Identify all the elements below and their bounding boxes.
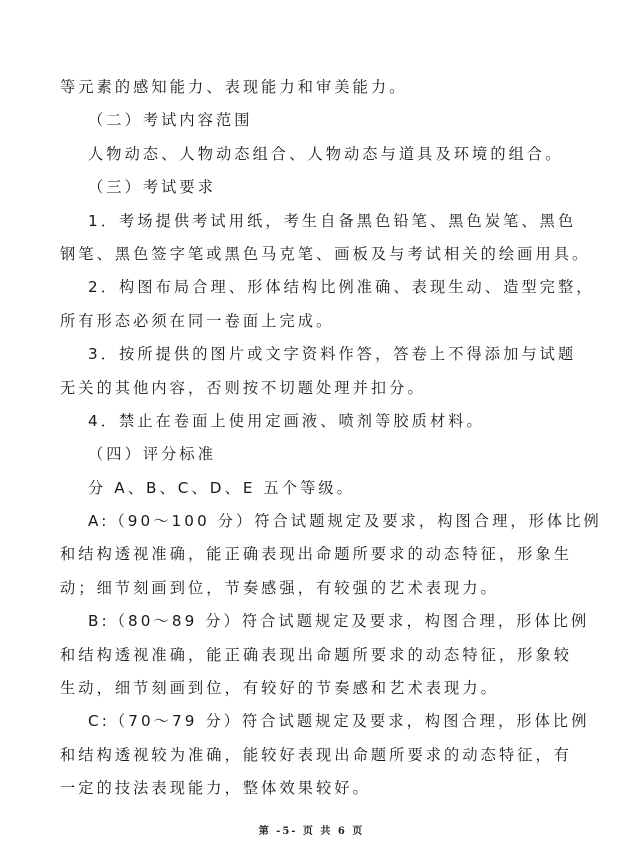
paragraph-line: 钢笔、黑色签字笔或黑色马克笔、画板及与考试相关的绘画用具。 (60, 244, 591, 263)
grade-c-line: C:（70～79 分）符合试题规定及要求，构图合理，形体比例 (88, 712, 590, 731)
paragraph-line: 和结构透视准确，能正确表现出命题所要求的动态特征，形象生 (60, 545, 573, 564)
document-body (60, 71, 602, 806)
paragraph-line: 动；细节刻画到位，节奏感强，有较强的艺术表现力。 (60, 578, 499, 597)
requirement-item-3: 3．按所提供的图片或文字资料作答，答卷上不得添加与试题 (88, 345, 577, 364)
page-footer: 第 -5- 页 共 6 页 (258, 826, 365, 837)
paragraph-line: 和结构透视准确，能正确表现出命题所要求的动态特征，形象较 (60, 645, 573, 664)
paragraph-line: 分 A、B、C、D、E 五个等级。 (88, 478, 355, 497)
grade-a-line: A:（90～100 分）符合试题规定及要求，构图合理，形体比例 (88, 512, 602, 531)
requirement-item-2: 2．构图布局合理、形体结构比例准确、表现生动、造型完整， (88, 278, 595, 297)
grade-b-line: B:（80～89 分）符合试题规定及要求，构图合理，形体比例 (88, 612, 590, 631)
paragraph-line: 无关的其他内容，否则按不切题处理并扣分。 (60, 378, 426, 397)
section-heading-content-scope: （二）考试内容范围 (88, 111, 253, 130)
requirement-item-4: 4．禁止在卷面上使用定画液、喷剂等胶质材料。 (88, 411, 485, 430)
paragraph-line: 和结构透视较为准确，能较好表现出命题所要求的动态特征，有 (60, 745, 573, 764)
requirement-item-1: 1．考场提供考试用纸，考生自备黑色铅笔、黑色炭笔、黑色 (88, 211, 577, 230)
section-heading-requirements: （三）考试要求 (88, 178, 217, 197)
paragraph-line: 人物动态、人物动态组合、人物动态与道具及环境的组合。 (88, 144, 564, 163)
section-heading-scoring: （四）评分标准 (88, 445, 217, 464)
paragraph-line: 一定的技法表现能力，整体效果较好。 (60, 779, 371, 798)
paragraph-line: 生动，细节刻画到位，有较好的节奏感和艺术表现力。 (60, 679, 499, 698)
paragraph-line: 所有形态必须在同一卷面上完成。 (60, 311, 335, 330)
paragraph-line: 等元素的感知能力、表现能力和审美能力。 (60, 78, 408, 96)
